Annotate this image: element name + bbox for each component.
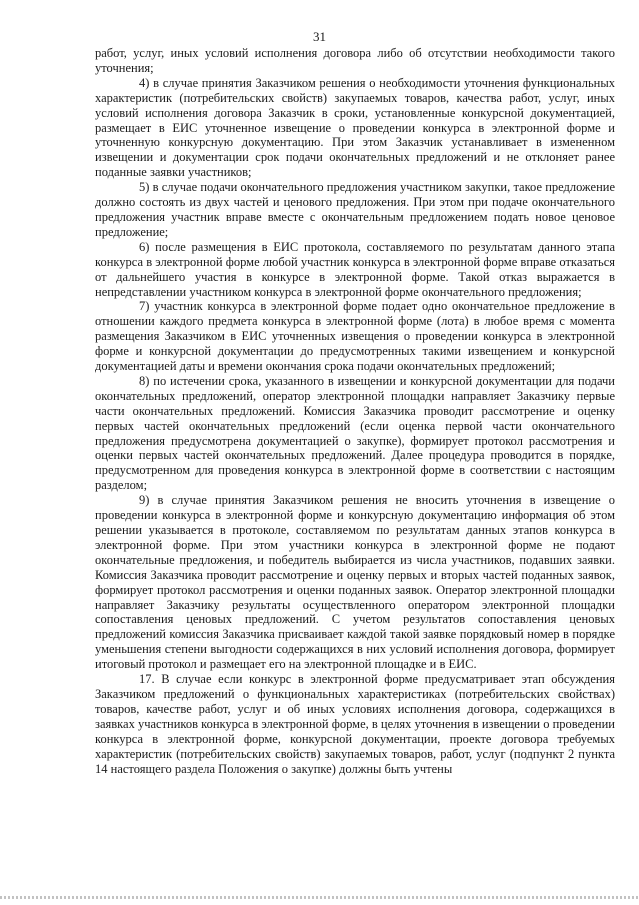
page-number: 31: [313, 29, 326, 44]
scan-edge-divider: [0, 896, 639, 899]
document-body: [95, 46, 615, 776]
paragraph-item-5: 5) в случае подачи окончательного предложения участником закупки, такое предложение должно состоять из двух частей и ценового предложения. При этом при подаче окончательного предложения участник вправе вместе с окончательным предложением подать новое ценовое предложение;: [95, 180, 615, 239]
paragraph-continuation: работ, услуг, иных условий исполнения договора либо об отсутствии необходимости такого уточнения;: [95, 46, 615, 75]
paragraph-item-8: 8) по истечении срока, указанного в извещении и конкурсной документации для подачи окончательных предложений, оператор электронной площадки направляет Заказчику первые части окончательных предложений. Комиссия Заказчика проводит рассмотрение и оценку первых частей окончательных предложений (если оценка первой части окончательного предложения предусмотрена документацией о закупке), формирует протокол рассмотрения и оценки первых частей окончательных предложений. Далее процедура проводится в порядке, предусмотренном для проведения конкурса в электронной форме в соответствии с настоящим разделом;: [95, 373, 615, 493]
paragraph-item-6: 6) после размещения в ЕИС протокола, составляемого по результатам данного этапа конкурса в электронной форме любой участник конкурса в электронной форме вправе отказаться от дальнейшего участия в конкурсе в электронной форме. Такой отказ выражается в непредставлении участником конкурса в электронной форме окончательного предложения;: [95, 239, 615, 299]
paragraph-section-17: 17. В случае если конкурс в электронной форме предусматривает этап обсуждения Заказчиком предложений о функциональных характеристиках (потребительских свойствах) товаров, качестве работ, услуг и об иных условиях исполнения договора, содержащихся в заявках участников конкурса в электронной форме, в целях уточнения в извещении о проведении конкурса в электронной форме, конкурсной документации, проекте договора требуемых характеристик (потребительских свойств) закупаемых товаров, работ, услуг (подпункт 2 пункта 14 настоящего раздела Положения о закупке) должны быть учтены: [95, 672, 615, 776]
paragraph-item-4: 4) в случае принятия Заказчиком решения о необходимости уточнения функциональных характеристик (потребительских свойств) закупаемых товаров, качества работ, услуг, иных условий исполнения договора Заказчик в сроки, установленные конкурсной документацией, размещает в ЕИС уточненное извещение о проведении конкурса в электронной форме и уточненную конкурсную документацию. При этом Заказчик устанавливает в измененном извещении и документации срок подачи окончательных предложений и не отклоняет ранее поданные заявки участников;: [95, 75, 615, 180]
paragraph-item-9: 9) в случае принятия Заказчиком решения не вносить уточнения в извещение о проведении конкурса в электронной форме и конкурсную документацию информация об этом решении указывается в протоколе, составляемом по результатам данных этапов конкурса в электронной форме. При этом участники конкурса в электронной форме не подают окончательные предложения, и победитель выбирается из числа участников, подавших заявки. Комиссия Заказчика проводит рассмотрение и оценку первых и вторых частей поданных заявок, формирует протокол рассмотрения и оценки поданных заявок. Оператор электронной площадки направляет Заказчику результаты осуществленного оператором электронной площадки сопоставления ценовых предложений. С учетом результатов сопоставления ценовых предложений комиссия Заказчика присваивает каждой такой заявке порядковый номер в порядке уменьшения степени выгодности содержащихся в них условий исполнения договора, формирует итоговый протокол и размещает его на электронной площадке и в ЕИС.: [95, 493, 615, 672]
paragraph-item-7: 7) участник конкурса в электронной форме подает одно окончательное предложение в отношении каждого предмета конкурса в электронной форме (лота) в любое время с момента размещения Заказчиком в ЕИС уточненных извещения о проведении конкурса в электронной форме и конкурсной документации до предусмотренных такими извещением и конкурсной документацией даты и времени окончания срока подачи окончательных предложений;: [95, 299, 615, 374]
